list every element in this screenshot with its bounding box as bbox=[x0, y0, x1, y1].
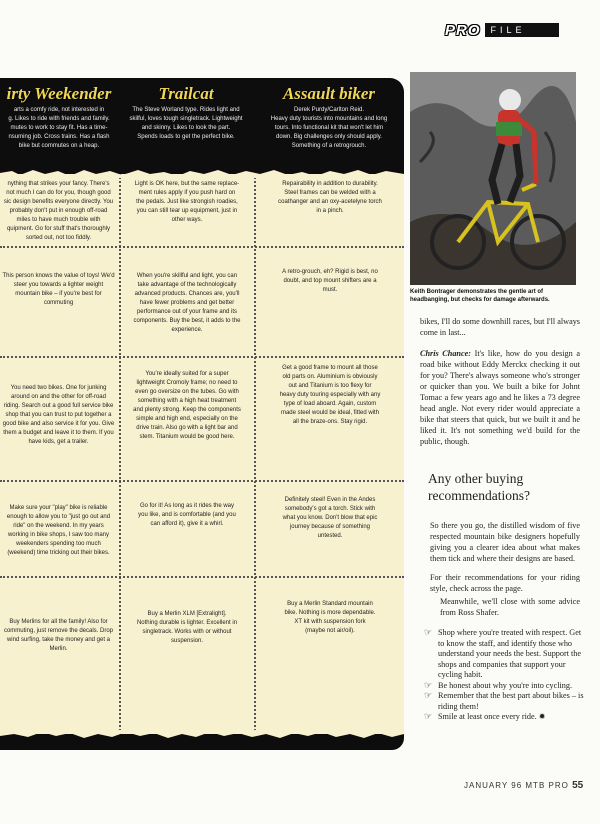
profile-logo-file: FILE bbox=[485, 23, 559, 37]
column-title: Trailcat bbox=[158, 84, 214, 103]
speaker-name: Chris Chance: bbox=[420, 349, 471, 358]
chart-cell: Definitely steel! Even in the Andes somebody's got a torch. Stick with what you know. Don't blow that epic journey because of something untested. bbox=[282, 497, 378, 539]
chart-body bbox=[0, 174, 404, 734]
section-header bbox=[445, 22, 559, 38]
paragraph-meanwhile: Meanwhile, we'll close with some advice from Ross Shafer. bbox=[440, 597, 580, 617]
row-divider bbox=[0, 246, 404, 248]
advice-item: ☞ Be honest about why you're into cycling. bbox=[424, 681, 584, 692]
profile-logo-pro: PRO bbox=[445, 21, 481, 39]
row-divider bbox=[0, 356, 404, 358]
chart-cell: Light is OK here, but the same replace- ment rules apply if you push hard on the pedals. Just like strongish roadies, you can still tear up equipment, just in other ways. bbox=[134, 181, 240, 223]
chart-cell: When you're skillful and light, you can take advantage of the technologically advanced products. Chances are, you'll have fewer problems and get better performance out of your frame and its components. Buy the best, it adds to the experience. bbox=[133, 273, 241, 333]
page-footer bbox=[464, 780, 583, 791]
chart-cell: Repairability in addition to durability. Steel frames can be welded with a coathanger and an oxy-acetelyne torch in a pinch. bbox=[278, 181, 382, 214]
paragraph-chris-chance bbox=[420, 348, 580, 447]
column-title: irty Weekender bbox=[6, 84, 112, 103]
chart-cell: Get a good frame to mount all those old parts on. Aluminium is obviously out and Titanium is too flexy for heavy duty touring especially with any type of load aboard. Again, custom made steel would be ideal, fitted with all the braze-ons. Stay rigid. bbox=[279, 365, 381, 425]
column-description: The Steve Worland type. Rides light and skilful, loves tough singletrack. Lightweight and skinny. Likes to look the part. Spends loads to get the perfect bike. bbox=[129, 107, 243, 140]
column-header-assault-biker bbox=[256, 84, 402, 151]
chart-cell: Buy a Merlin XLM [Extralight]. Nothing durable is lighter. Excellent in singletrack. Works with or without suspension. bbox=[136, 611, 238, 644]
paragraph-text: It's like, how do you design a road bike without Eddy Merckx checking it out for you? There's always someone who's stronger or quicker than you. We built a bike for Johnt Tomac a few years ago and he likes a 73 degree head angle. Not every rider would appreciate a bike that steers that quick, but we built it and he liked it. It's not something we'd build for the public, though. bbox=[420, 349, 580, 446]
advice-item: ☞ Smile at least once every ride. ✹ bbox=[424, 712, 584, 723]
column-divider bbox=[119, 174, 121, 734]
chart-cell: This person knows the value of toys! We'd steer you towards a lighter weight mountain bike – if you're best for commuting bbox=[2, 273, 115, 306]
chart-cell: Make sure your "play" bike is reliable enough to allow you to "just go out and ride" on the weekend. In my years working in bike shops, I saw too many weekenders spending too much (weekend) time tricking out their bikes. bbox=[6, 505, 111, 556]
chart-cell: You're ideally suited for a super lightweight Cromoly frame; no need to even go oversize on the tubes. Go with something with a high heat treatment and plenty strong. Keep the components simple and high end, especially on the drive train. Also go with a light bar and stem. Titanium would be good here. bbox=[133, 371, 241, 440]
photo-caption: Keith Bontrager demonstrates the gentle art of headbanging, but checks for damage afterwards. bbox=[410, 289, 550, 303]
section-subheading: Any other buying recommendations? bbox=[428, 471, 530, 503]
mountain-biker-illustration bbox=[410, 72, 576, 285]
chart-cell: A retro-grouch, eh? Rigid is best, no doubt, and top mount shifters are a must. bbox=[282, 269, 378, 293]
chart-cell: Buy Merlins for all the family! Also for commuting, just remove the decals. Drop wind surfing, take the money and get a Merlin. bbox=[3, 619, 114, 652]
paragraph-recommendations: For their recommendations for your riding style, check across the page. bbox=[430, 573, 580, 593]
row-divider bbox=[0, 480, 404, 482]
torn-edge-bottom bbox=[0, 730, 404, 740]
chart-cell: Buy a Merlin Standard mountain bike. Nothing is more dependable. XT kit with suspension fork (maybe not air/oil). bbox=[284, 601, 376, 634]
chart-cell: nything that strikes your fancy. There's not much I can do for you, though good sic design benefits everyone directly. You probably don't put in enough off-road miles to have much trouble with quipment. Go for stuff that's thoroughly sorted out, not too fiddly. bbox=[3, 181, 114, 241]
chart-cell: You need two bikes. One for junking around on and the other for off-road riding. Search out a good full service bike shop that you can trust to put together a good bike and also service it for you. Give them a budget and leave it to them. If you have kids, get a trailer. bbox=[2, 385, 115, 445]
advice-item: ☞ Remember that the best part about bikes – is riding them! bbox=[424, 691, 584, 712]
chart-cell: Go for it! As long as it rides the way you like, and is comfortable (and you can afford it), give it a whirl. bbox=[138, 503, 236, 527]
rider-type-chart bbox=[0, 78, 404, 750]
column-header-trailcat bbox=[120, 84, 252, 142]
advice-item: ☞ Shop where you're treated with respect. Get to know the staff, and identify those who understand your needs the best. Support the shops and companies that support your cycling habit. bbox=[424, 628, 584, 681]
paragraph-summary: So there you go, the distilled wisdom of five respected mountain bike designers hopefully giving you a clearer idea about what makes them tick and where their designs are based. bbox=[430, 521, 580, 563]
issue-label: JANUARY 96 MTB PRO bbox=[464, 781, 569, 790]
row-divider bbox=[0, 576, 404, 578]
rider-photo bbox=[410, 72, 576, 285]
page-number: 55 bbox=[572, 780, 584, 791]
torn-edge-top bbox=[0, 168, 404, 178]
column-title: Assault biker bbox=[282, 84, 376, 103]
paragraph-1: bikes, I'll do some downhill races, but I'll always come in last... bbox=[420, 317, 580, 337]
column-header-dirty-weekender bbox=[0, 84, 118, 151]
column-description: arts a comfy ride, not interested in g. Likes to ride with friends and family. mutes to work to stay fit. Has a time- nsuming job. Cross trains. Has a flash bike but commutes on a heap. bbox=[8, 107, 110, 149]
column-divider bbox=[254, 174, 256, 734]
column-description: Derek Purdy/Carlton Reid. Heavy duty tourists into mountains and long tours. Into functional kit that won't let him down. Big challenges only should apply. Something of a retrogrouch. bbox=[270, 107, 388, 149]
advice-list bbox=[424, 628, 584, 723]
